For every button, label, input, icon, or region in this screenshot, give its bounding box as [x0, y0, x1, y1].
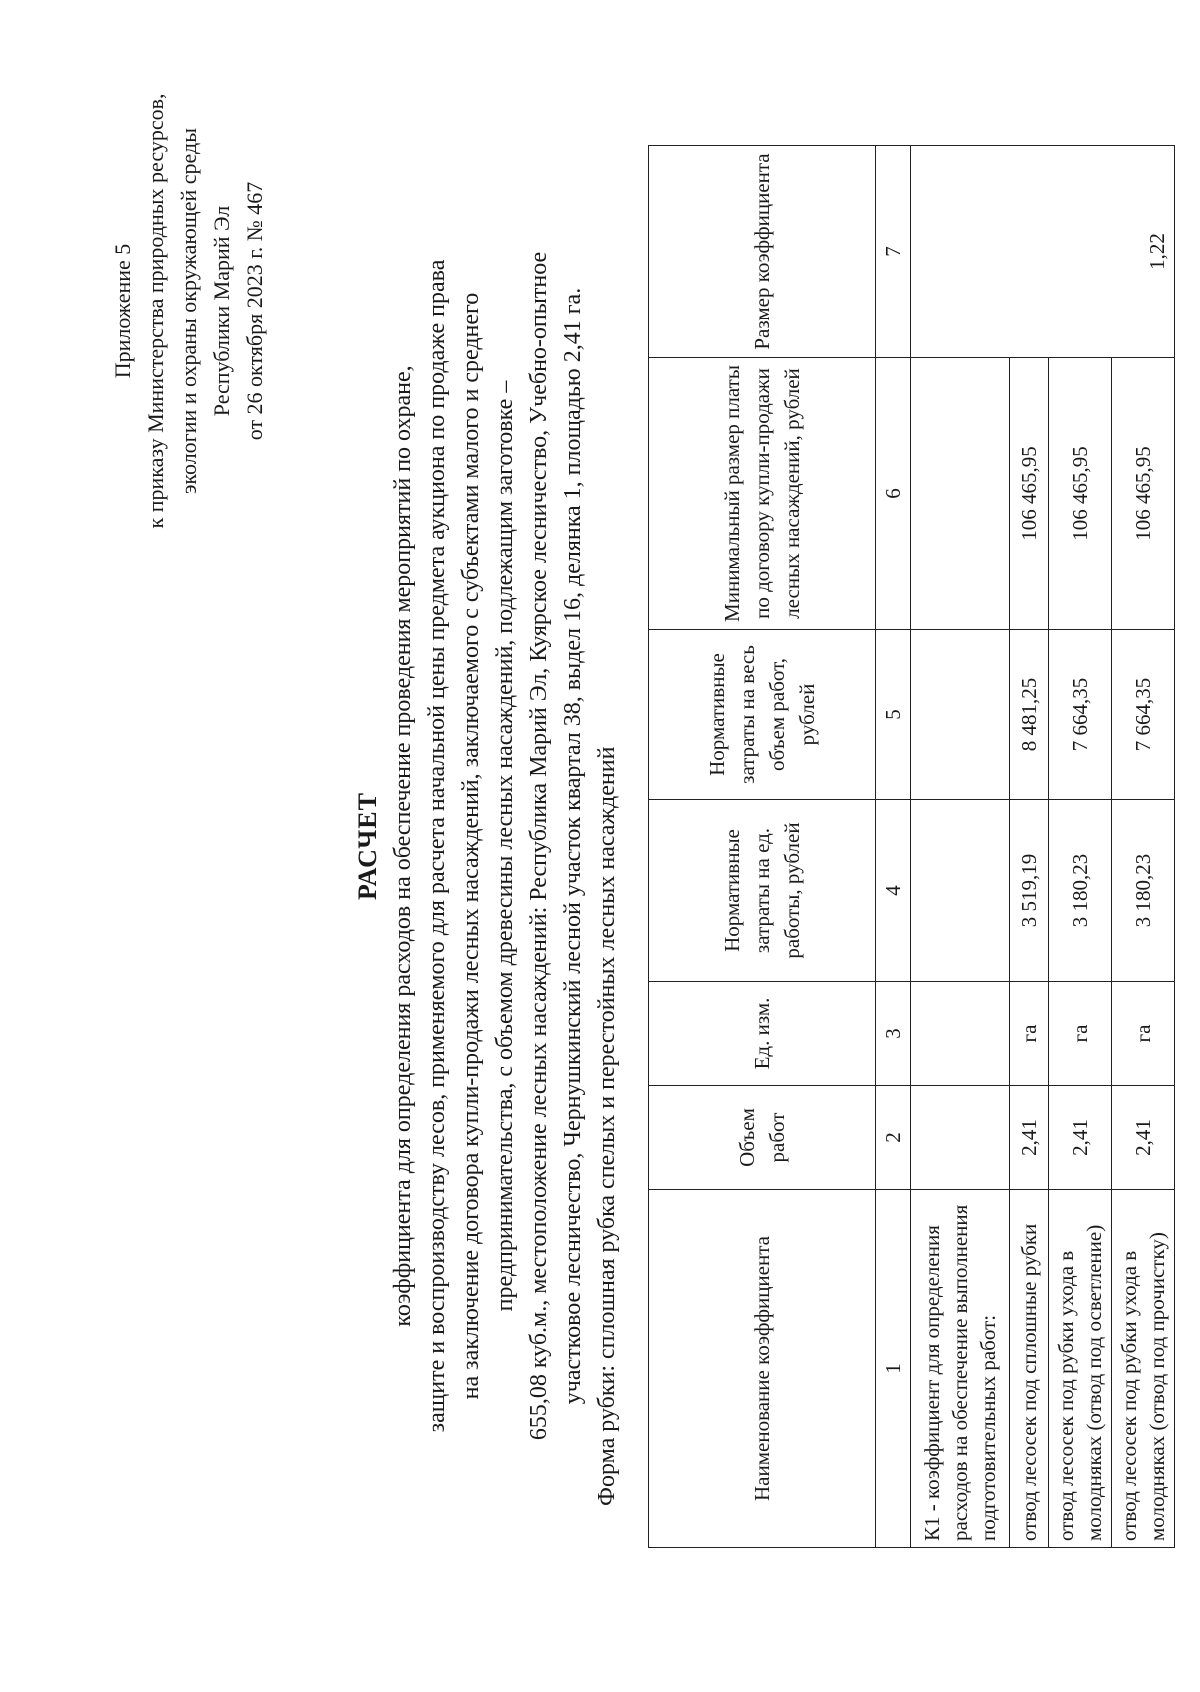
row-unit: га — [1112, 982, 1175, 1086]
column-number: 5 — [876, 630, 911, 800]
row-volume: 2,41 — [1010, 1086, 1049, 1190]
row-unit: га — [1010, 982, 1049, 1086]
heading-line-5: 655,08 куб.м., местоположение лесных насаждений: Республика Марий Эл, Куярское лесничество, Учебно-опытное — [526, 251, 552, 1441]
row-min-payment: 106 465,95 — [1112, 358, 1175, 630]
heading-line-3: на заключение договора купли-продажи лесных насаждений, заключаемого с субъектами малого и среднего — [458, 292, 484, 1400]
row-min-payment: 106 465,95 — [1049, 358, 1112, 630]
row-name: отвод лесосек под рубки ухода в молодняках (отвод под осветление) — [1049, 1190, 1112, 1548]
appendix-line-3: экологии и охраны окружающей среды — [176, 127, 201, 495]
empty-cell — [911, 1086, 1010, 1190]
heading-line-2: защите и воспроизводству лесов, применяемого для расчета начальной цены предмета аукциона по продаже права — [424, 259, 450, 1433]
column-number: 1 — [876, 1190, 911, 1548]
heading-line-6: участковое лесничество, Чернушкинский лесной участок квартал 38, выдел 16, делянка 1, площадью 2,41 га. — [560, 287, 586, 1405]
header-min-payment: Минимальный размер платы по договору купли-продажи лесных насаждений, рублей — [649, 358, 876, 630]
column-number: 4 — [876, 800, 911, 982]
document-heading — [350, 156, 624, 1536]
empty-cell — [911, 800, 1010, 982]
column-number: 3 — [876, 982, 911, 1086]
column-number: 2 — [876, 1086, 911, 1190]
empty-cell — [911, 358, 1010, 630]
appendix-line-1: Приложение 5 — [110, 243, 135, 379]
row-unit: га — [1049, 982, 1112, 1086]
header-name: Наименование коэффициента — [649, 1190, 876, 1548]
header-unit: Ед. изм. — [649, 982, 876, 1086]
header-cost-unit: Нормативные затраты на ед. работы, рублей — [649, 800, 876, 982]
row-min-payment: 106 465,95 — [1010, 358, 1049, 630]
heading-line-1: коэффициента для определения расходов на обеспечение проведения мероприятий по охране, — [390, 365, 416, 1327]
appendix-block — [106, 91, 271, 531]
appendix-line-5: от 26 октября 2023 г. № 467 — [242, 181, 267, 441]
header-coefficient: Размер коэффициента — [649, 146, 876, 358]
k1-name: К1 - коэффициент для определения расходов на обеспечение выполнения подготовительных работ: — [911, 1190, 1010, 1548]
row-cost-total: 8 481,25 — [1010, 630, 1049, 800]
table-row-k1 — [911, 146, 1010, 1548]
empty-cell — [911, 982, 1010, 1086]
rotated-document-page — [20, 36, 1180, 1656]
row-cost-unit: 3 180,23 — [1049, 800, 1112, 982]
row-volume: 2,41 — [1112, 1086, 1175, 1190]
calculation-table — [648, 145, 1175, 1548]
heading-line-4: предпринимательства, с объемом древесины лесных насаждений, подлежащим заготовке – — [492, 380, 518, 1312]
row-cost-unit: 3 519,19 — [1010, 800, 1049, 982]
header-cost-total: Нормативные затраты на весь объем работ, рублей — [649, 630, 876, 800]
row-cost-total: 7 664,35 — [1112, 630, 1175, 800]
row-name: отвод лесосек под сплошные рубки — [1010, 1190, 1049, 1548]
header-volume: Объем работ — [649, 1086, 876, 1190]
appendix-line-2: к приказу Министерства природных ресурсов, — [143, 93, 168, 529]
empty-cell — [911, 630, 1010, 800]
row-cost-total: 7 664,35 — [1049, 630, 1112, 800]
document-title: РАСЧЕТ — [353, 792, 382, 900]
heading-line-7: Форма рубки: сплошная рубка спелых и перестойных лесных насаждений — [594, 746, 620, 1506]
row-volume: 2,41 — [1049, 1086, 1112, 1190]
column-number: 6 — [876, 358, 911, 630]
table-header-row — [649, 146, 876, 1548]
column-number: 7 — [876, 146, 911, 358]
row-cost-unit: 3 180,23 — [1112, 800, 1175, 982]
appendix-line-4: Республики Марий Эл — [209, 205, 234, 417]
column-number-row — [876, 146, 911, 1548]
k1-coefficient: 1,22 — [911, 146, 1175, 358]
row-name: отвод лесосек под рубки ухода в молодняках (отвод под прочистку) — [1112, 1190, 1175, 1548]
